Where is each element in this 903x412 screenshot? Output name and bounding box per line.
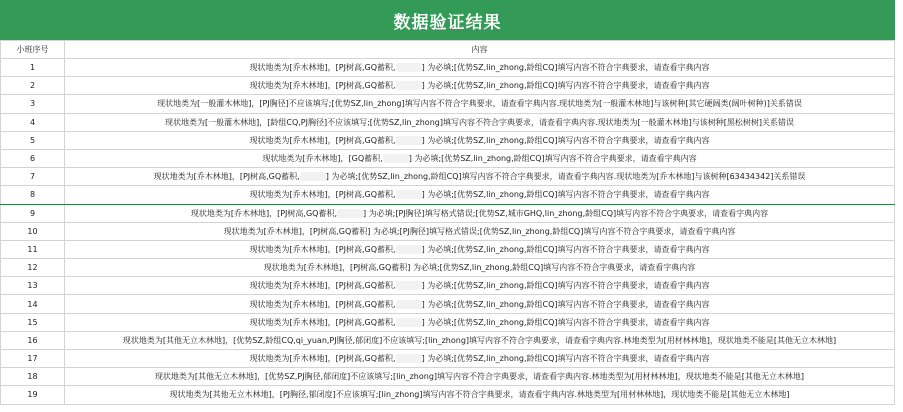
redacted-field bbox=[396, 136, 422, 145]
row-content-cell[interactable] bbox=[65, 350, 895, 368]
content-text-suffix: ] 为必填;[优势SZ,lin_zhong,龄组CQ]填写内容不符合字典要求，请查看字典内容 bbox=[421, 317, 710, 327]
content-text: 现状地类为[乔木林地]，[PJ树高,GQ蓄积, bbox=[249, 354, 396, 364]
table-row[interactable] bbox=[1, 113, 895, 131]
row-index-cell[interactable]: 15 bbox=[1, 313, 65, 331]
redacted-field bbox=[396, 81, 422, 90]
row-content-cell[interactable] bbox=[65, 240, 895, 258]
row-content-cell[interactable] bbox=[65, 295, 895, 313]
table-row[interactable] bbox=[1, 131, 895, 149]
content-text: 现状地类为[乔木林地]，[PJ树高,GQ蓄积] 为必填;[优势SZ,lin_zhong,龄组CQ]填写内容不符合字典要求，请查看字典内容 bbox=[263, 263, 696, 273]
content-text-suffix: ] 为必填;[优势SZ,lin_zhong,龄组CQ]填写内容不符合字典要求，请查看字典内容 bbox=[421, 81, 710, 91]
table-row[interactable] bbox=[1, 149, 895, 167]
row-index-cell[interactable]: 7 bbox=[1, 168, 65, 186]
content-text: 现状地类为[乔木林地]，[PJ树高,GQ蓄积, bbox=[249, 81, 396, 91]
row-index-cell[interactable]: 19 bbox=[1, 386, 65, 404]
table-row[interactable] bbox=[1, 313, 895, 331]
content-text-suffix: ] 为必填;[优势SZ,lin_zhong,龄组CQ]填写内容不符合字典要求，请查看字典内容 bbox=[408, 154, 697, 164]
column-header-index: 小班序号 bbox=[1, 41, 65, 59]
row-content-cell[interactable] bbox=[65, 77, 895, 95]
window-edge bbox=[895, 0, 903, 412]
table-row[interactable] bbox=[1, 95, 895, 113]
table-row[interactable] bbox=[1, 186, 895, 204]
content-text-suffix: ] 为必填;[优势SZ,lin_zhong,龄组CQ]填写内容不符合字典要求，请查看字典内容 bbox=[421, 281, 710, 291]
row-content-cell[interactable] bbox=[65, 113, 895, 131]
redacted-field bbox=[337, 209, 363, 218]
content-text: 现状地类为[其他无立木林地]，[优势SZ,龄组CQ,qi_yuan,PJ胸径,郁闭度]不应该填写;[lin_zhong]填写内容不符合字典要求，请查看字典内容.林地类型为[用材林林地]，现状地类不能是[其他无立木林地] bbox=[122, 335, 837, 345]
table-row[interactable] bbox=[1, 204, 895, 222]
redacted-field bbox=[383, 154, 409, 163]
content-text: 现状地类为[乔木林地]，[PJ树高,GQ蓄积, bbox=[190, 208, 337, 218]
row-index-cell[interactable]: 3 bbox=[1, 95, 65, 113]
row-content-cell[interactable] bbox=[65, 259, 895, 277]
table-row[interactable] bbox=[1, 277, 895, 295]
redacted-field bbox=[300, 172, 326, 181]
content-text: 现状地类为[乔木林地]，[PJ树高,GQ蓄积, bbox=[249, 299, 396, 309]
redacted-field bbox=[396, 63, 422, 72]
redacted-field bbox=[396, 354, 422, 363]
redacted-field bbox=[396, 245, 422, 254]
row-index-cell[interactable]: 4 bbox=[1, 113, 65, 131]
content-text: 现状地类为[乔木林地]，[PJ树高,GQ蓄积, bbox=[153, 172, 300, 182]
row-content-cell[interactable] bbox=[65, 313, 895, 331]
table-row[interactable] bbox=[1, 240, 895, 258]
row-index-cell[interactable]: 12 bbox=[1, 259, 65, 277]
table-row[interactable] bbox=[1, 222, 895, 240]
content-text: 现状地类为[乔木林地]，[PJ树高,GQ蓄积, bbox=[249, 317, 396, 327]
row-content-cell[interactable] bbox=[65, 222, 895, 240]
content-text-suffix: ] 为必填;[优势SZ,lin_zhong,龄组CQ]填写内容不符合字典要求，请查看字典内容 bbox=[421, 299, 710, 309]
content-text: 现状地类为[乔木林地]，[PJ树高,GQ蓄积, bbox=[249, 135, 396, 145]
row-content-cell[interactable] bbox=[65, 131, 895, 149]
content-text: 现状地类为[乔木林地]，[PJ树高,GQ蓄积, bbox=[249, 244, 396, 254]
row-content-cell[interactable] bbox=[65, 368, 895, 386]
table-row[interactable] bbox=[1, 259, 895, 277]
table-row[interactable] bbox=[1, 386, 895, 404]
row-index-cell[interactable]: 1 bbox=[1, 59, 65, 77]
redacted-field bbox=[396, 281, 422, 290]
content-text: 现状地类为[乔木林地]，[PJ树高,GQ蓄积, bbox=[249, 281, 396, 291]
table-row[interactable] bbox=[1, 368, 895, 386]
row-content-cell[interactable] bbox=[65, 149, 895, 167]
content-text-suffix: ] 为必填;[PJ胸径]填写格式错误;[优势SZ,城市GHQ,lin_zhong,龄组CQ]填写内容不符合字典要求，请查看字典内容 bbox=[363, 208, 769, 218]
content-text: 现状地类为[乔木林地]，[GQ蓄积, bbox=[262, 154, 383, 164]
row-content-cell[interactable] bbox=[65, 277, 895, 295]
content-text-suffix: ] 为必填;[优势SZ,lin_zhong,龄组CQ]填写内容不符合字典要求，请查看字典内容 bbox=[421, 63, 710, 73]
row-index-cell[interactable]: 9 bbox=[1, 204, 65, 222]
row-index-cell[interactable]: 18 bbox=[1, 368, 65, 386]
table-row[interactable] bbox=[1, 168, 895, 186]
content-text: 现状地类为[一般灌木林地]，[龄组CQ,PJ胸径]不应该填写;[优势SZ,lin_zhong]填写内容不符合字典要求，请查看字典内容.现状地类为[一般灌木林地]与该树种[黑松树树]关系错误 bbox=[165, 117, 794, 127]
table-row[interactable] bbox=[1, 59, 895, 77]
row-index-cell[interactable]: 10 bbox=[1, 222, 65, 240]
redacted-field bbox=[396, 190, 422, 199]
redacted-field bbox=[396, 300, 422, 309]
row-index-cell[interactable]: 5 bbox=[1, 131, 65, 149]
content-text-suffix: ] 为必填;[优势SZ,lin_zhong,龄组CQ]填写内容不符合字典要求，请查看字典内容 bbox=[421, 190, 710, 200]
row-index-cell[interactable]: 16 bbox=[1, 331, 65, 349]
row-index-cell[interactable]: 17 bbox=[1, 350, 65, 368]
column-header-content: 内容 bbox=[65, 41, 895, 59]
content-text: 现状地类为[乔木林地]，[PJ树高,GQ蓄积, bbox=[249, 190, 396, 200]
row-index-cell[interactable]: 14 bbox=[1, 295, 65, 313]
row-index-cell[interactable]: 2 bbox=[1, 77, 65, 95]
table-row[interactable] bbox=[1, 350, 895, 368]
row-content-cell[interactable] bbox=[65, 204, 895, 222]
row-index-cell[interactable]: 13 bbox=[1, 277, 65, 295]
row-content-cell[interactable] bbox=[65, 386, 895, 404]
result-table bbox=[0, 40, 895, 405]
content-text: 现状地类为[乔木林地]，[PJ树高,GQ蓄积] 为必填;[PJ胸径]填写格式错误;[优势SZ,lin_zhong,龄组CQ]填写内容不符合字典要求，请查看字典内容 bbox=[223, 226, 736, 236]
table-row[interactable] bbox=[1, 77, 895, 95]
table-row[interactable] bbox=[1, 331, 895, 349]
row-index-cell[interactable]: 6 bbox=[1, 149, 65, 167]
redacted-field bbox=[396, 318, 422, 327]
row-content-cell[interactable] bbox=[65, 331, 895, 349]
row-content-cell[interactable] bbox=[65, 95, 895, 113]
row-content-cell[interactable] bbox=[65, 186, 895, 204]
content-text-suffix: ] 为必填;[优势SZ,lin_zhong,龄组CQ]填写内容不符合字典要求，请查看字典内容.现状地类为[乔木林地]与该树种[63434342]关系错误 bbox=[325, 172, 806, 182]
content-text-suffix: ] 为必填;[优势SZ,lin_zhong,龄组CQ]填写内容不符合字典要求，请查看字典内容 bbox=[421, 244, 710, 254]
content-text-suffix: ] 为必填;[优势SZ,lin_zhong,龄组CQ]填写内容不符合字典要求，请查看字典内容 bbox=[421, 354, 710, 364]
table-row[interactable] bbox=[1, 295, 895, 313]
page-title: 数据验证结果 bbox=[0, 0, 895, 40]
content-text-suffix: ] 为必填;[优势SZ,lin_zhong,龄组CQ]填写内容不符合字典要求，请查看字典内容 bbox=[421, 135, 710, 145]
content-text: 现状地类为[其他无立木林地]，[优势SZ,PJ胸径,郁闭度]不应该填写;[lin_zhong]填写内容不符合字典要求，请查看字典内容.林地类型为[用材林林地]，现状地类不能是[其他无立木林地] bbox=[154, 372, 805, 382]
row-index-cell[interactable]: 11 bbox=[1, 240, 65, 258]
row-content-cell[interactable] bbox=[65, 59, 895, 77]
row-content-cell[interactable] bbox=[65, 168, 895, 186]
content-text: 现状地类为[其他无立木林地]，[PJ胸径,郁闭度]不应该填写;[lin_zhong]填写内容不符合字典要求，请查看字典内容.林地类型为[用材林林地]，现状地类不能是[其他无立木林地] bbox=[169, 390, 790, 400]
row-index-cell[interactable]: 8 bbox=[1, 186, 65, 204]
content-text: 现状地类为[一般灌木林地]，[PJ胸径]不应该填写;[优势SZ,lin_zhong]填写内容不符合字典要求，请查看字典内容.现状地类为[一般灌木林地]与该树种[其它硬阔类(阔叶树种)]关系错误 bbox=[157, 99, 802, 109]
content-text: 现状地类为[乔木林地]，[PJ树高,GQ蓄积, bbox=[249, 63, 396, 73]
table-header-row bbox=[1, 41, 895, 59]
